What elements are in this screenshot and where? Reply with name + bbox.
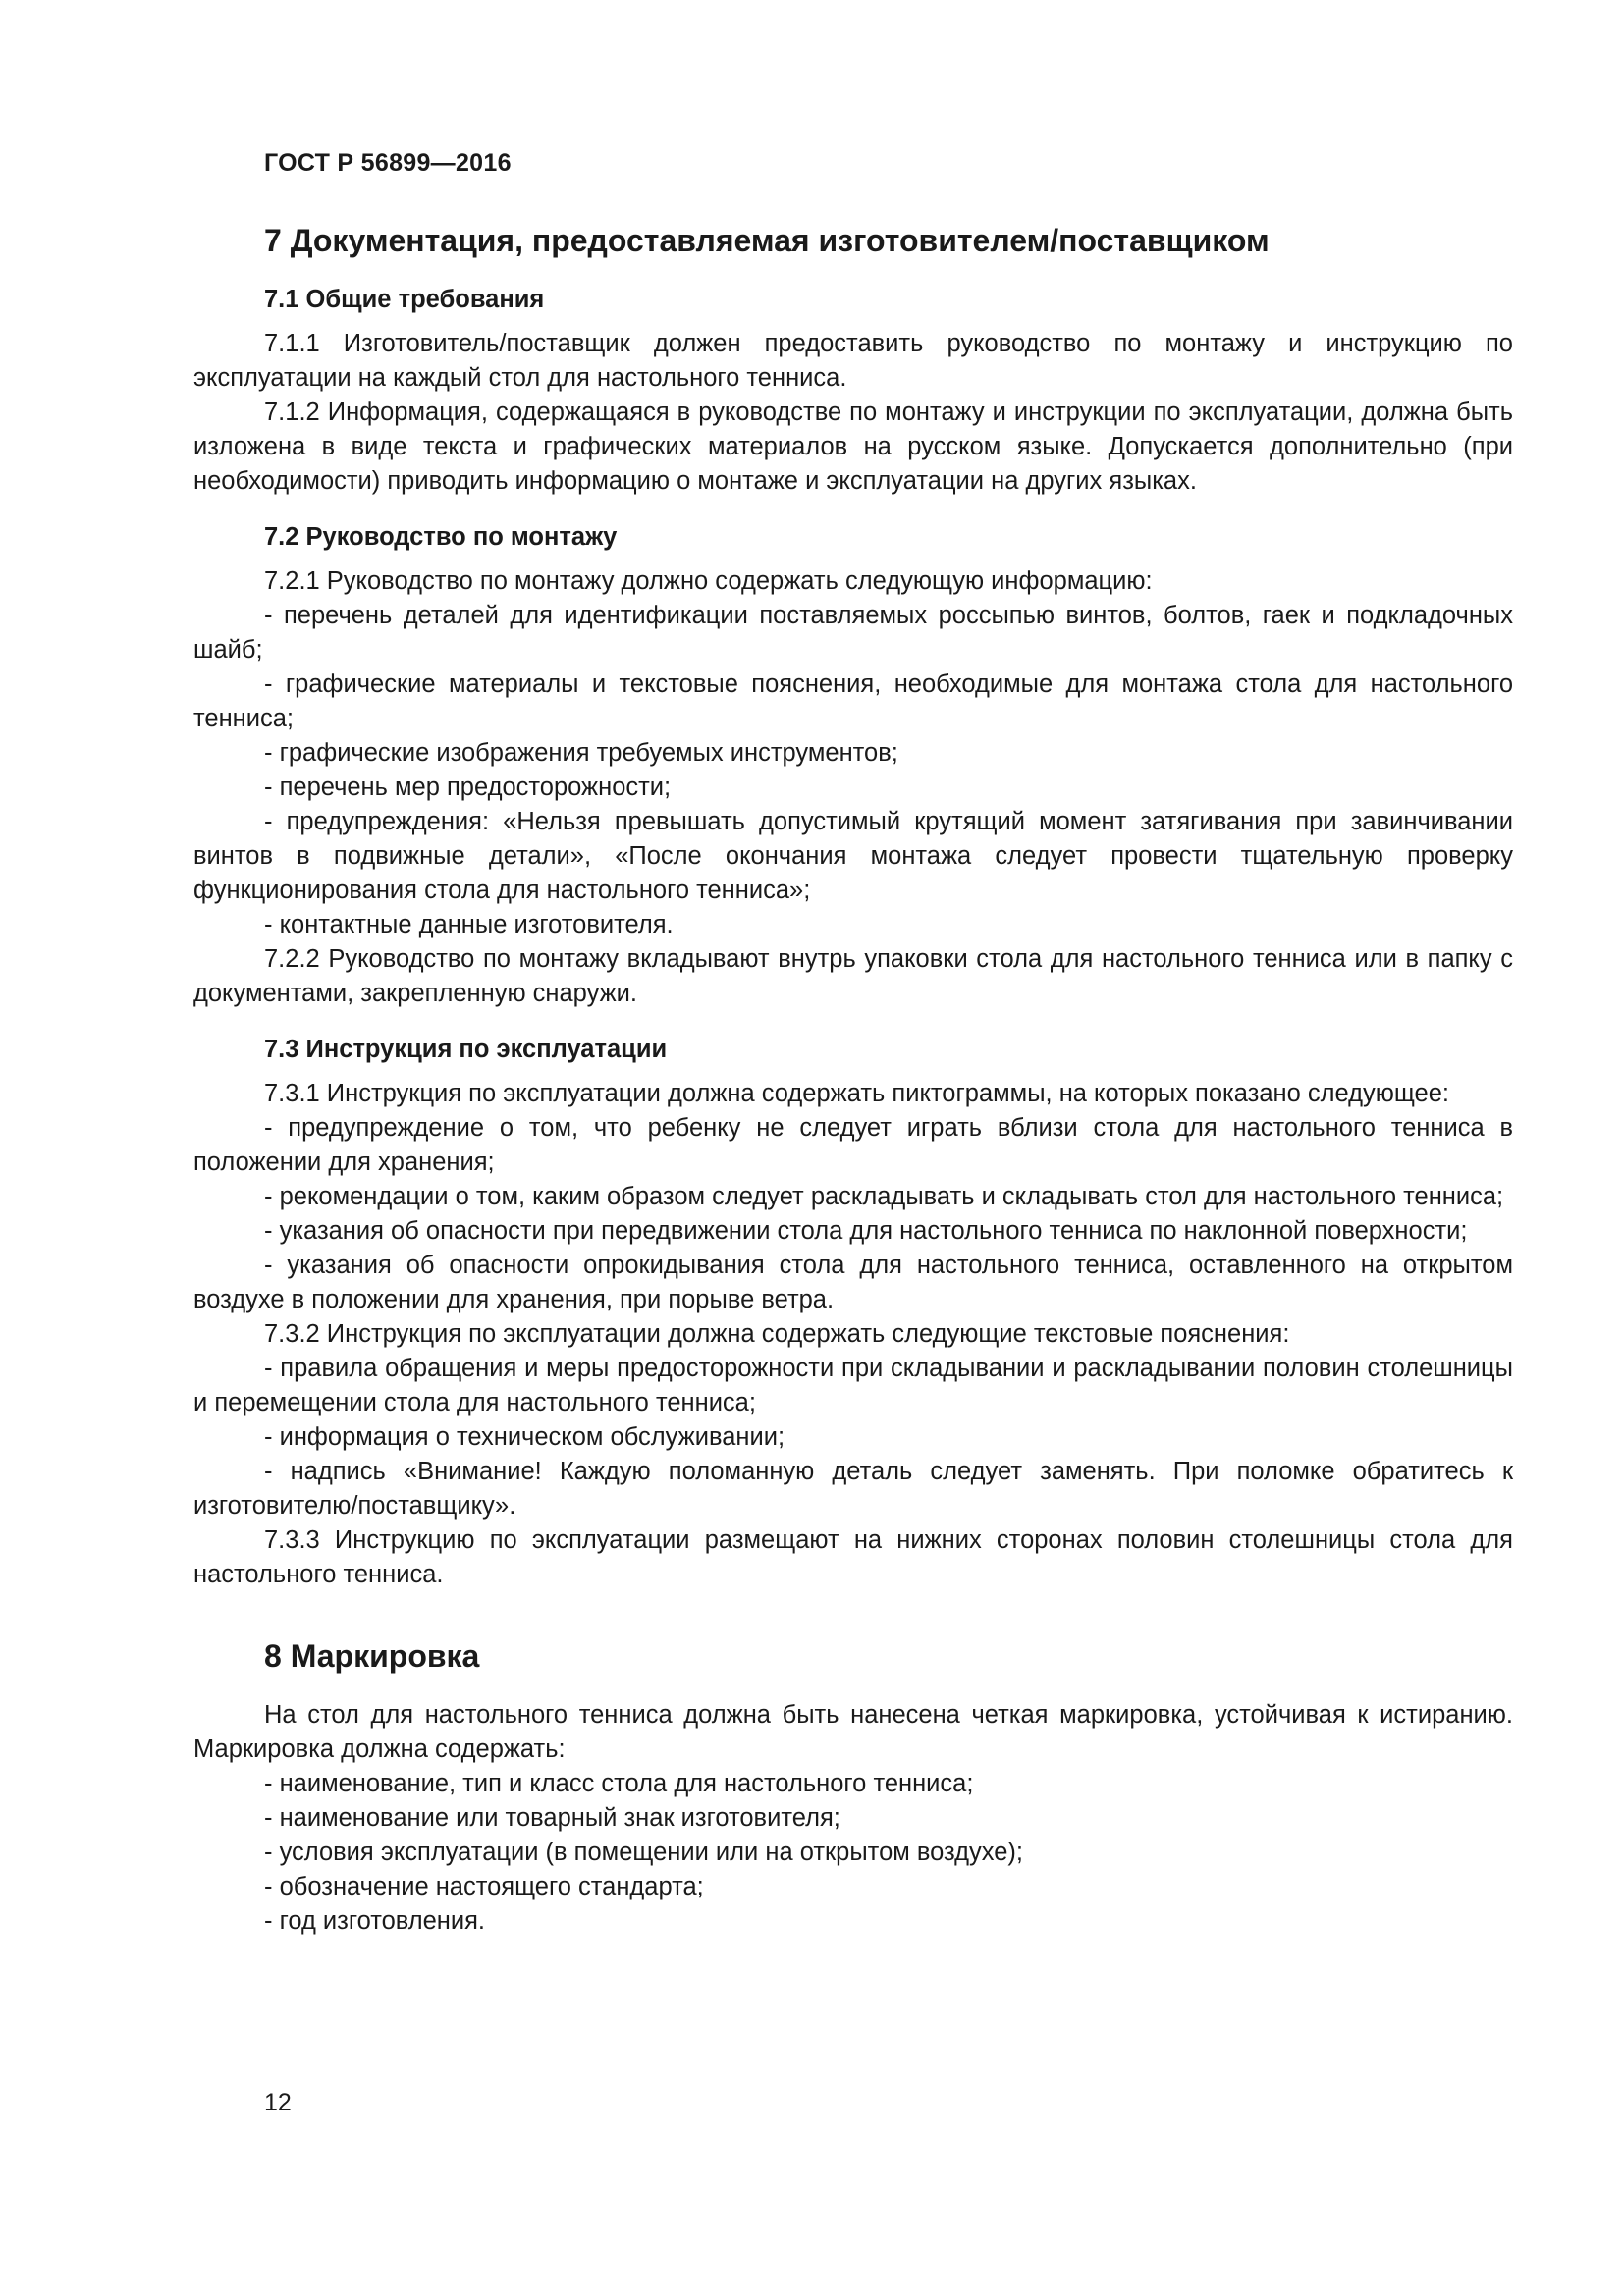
paragraph-7-2-1: 7.2.1 Руководство по монтажу должно содержать следующую информацию:: [264, 567, 1153, 595]
list-item: - информация о техническом обслуживании;: [264, 1423, 785, 1451]
list-item: - правила обращения и меры предосторожности при складывании и раскладывании половин столешницы и перемещении стола для настольного тенниса;: [193, 1355, 1513, 1416]
list-item: - графические изображения требуемых инструментов;: [264, 739, 898, 767]
paragraph-7-3-3: 7.3.3 Инструкцию по эксплуатации размещают на нижних сторонах половин столешницы стола для настольного тенниса.: [193, 1526, 1513, 1588]
section-7-heading: 7 Документация, предоставляемая изготовителем/поставщиком: [264, 223, 1270, 258]
list-item: - год изготовления.: [264, 1907, 486, 1935]
list-item: - наименование или товарный знак изготовителя;: [264, 1804, 840, 1832]
document-id: ГОСТ Р 56899—2016: [264, 149, 512, 177]
paragraph-7-2-2: 7.2.2 Руководство по монтажу вкладывают внутрь упаковки стола для настольного тенниса или в папку с документами, закрепленную снаружи.: [193, 945, 1513, 1007]
section-7-2-heading: 7.2 Руководство по монтажу: [264, 523, 618, 551]
list-item: - надпись «Внимание! Каждую поломанную деталь следует заменять. При поломке обратитесь к изготовителю/поставщику».: [193, 1458, 1513, 1520]
list-item: - указания об опасности опрокидывания стола для настольного тенниса, оставленного на открытом воздухе в положении для хранения, при порыве ветра.: [193, 1252, 1513, 1313]
paragraph-7-1-1: 7.1.1 Изготовитель/поставщик должен предоставить руководство по монтажу и инструкцию по эксплуатации на каждый стол для настольного тенниса.: [193, 330, 1513, 392]
list-item: - перечень мер предосторожности;: [264, 774, 672, 801]
list-item: - условия эксплуатации (в помещении или на открытом воздухе);: [264, 1839, 1024, 1866]
list-item: - рекомендации о том, каким образом следует раскладывать и складывать стол для настольного тенниса;: [264, 1183, 1504, 1210]
page-number: 12: [264, 2089, 292, 2116]
list-item: - указания об опасности при передвижении стола для настольного тенниса по наклонной поверхности;: [264, 1217, 1468, 1245]
paragraph-7-3-2: 7.3.2 Инструкция по эксплуатации должна содержать следующие текстовые пояснения:: [264, 1320, 1290, 1348]
list-item: - обозначение настоящего стандарта;: [264, 1873, 704, 1900]
section-7-1-heading: 7.1 Общие требования: [264, 286, 545, 313]
list-item: - предупреждение о том, что ребенку не следует играть вблизи стола для настольного тенниса в положении для хранения;: [193, 1114, 1513, 1176]
list-item: - перечень деталей для идентификации поставляемых россыпью винтов, болтов, гаек и подкладочных шайб;: [193, 602, 1513, 664]
list-item: - контактные данные изготовителя.: [264, 911, 674, 938]
section-7-3-heading: 7.3 Инструкция по эксплуатации: [264, 1036, 668, 1063]
paragraph-7-3-1: 7.3.1 Инструкция по эксплуатации должна содержать пиктограммы, на которых показано следующее:: [264, 1080, 1450, 1107]
document-body: [193, 220, 1513, 1939]
list-item: - графические материалы и текстовые пояснения, необходимые для монтажа стола для настольного тенниса;: [193, 670, 1513, 732]
paragraph-7-1-2: 7.1.2 Информация, содержащаяся в руководстве по монтажу и инструкции по эксплуатации, должна быть изложена в виде текста и графических материалов на русском языке. Допускается дополнительно (при необходимости) приводить информацию о монтаже и эксплуатации на других языках.: [193, 399, 1513, 495]
list-item: - предупреждения: «Нельзя превышать допустимый крутящий момент затягивания при завинчивании винтов в подвижные детали», «После окончания монтажа следует провести тщательную проверку функционирования стола для настольного тенниса»;: [193, 808, 1513, 904]
list-item: - наименование, тип и класс стола для настольного тенниса;: [264, 1770, 974, 1797]
paragraph-8-intro: На стол для настольного тенниса должна быть нанесена четкая маркировка, устойчивая к истиранию. Маркировка должна содержать:: [193, 1701, 1513, 1763]
section-8-heading: 8 Маркировка: [264, 1638, 480, 1674]
